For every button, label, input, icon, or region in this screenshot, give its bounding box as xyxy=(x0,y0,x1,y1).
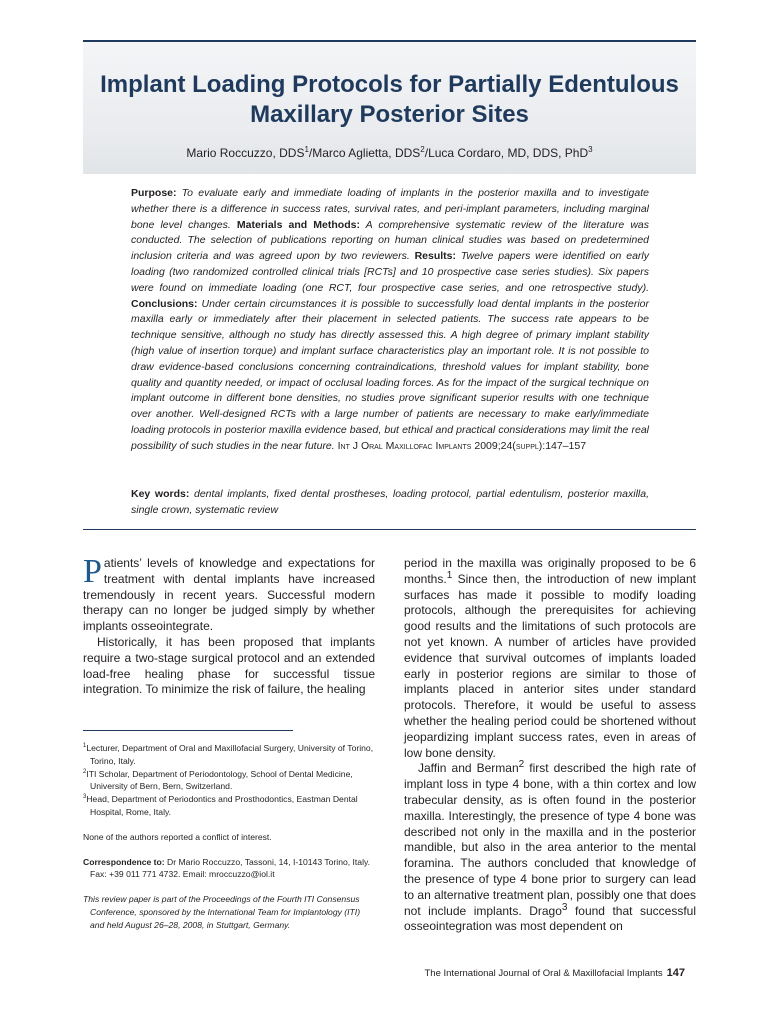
citation-journal: Int J Oral Maxillofac Implants xyxy=(337,439,472,452)
body-text: first described the high rate of implant loss in type 4 bone, with a thin cortex and low trabecular density, as is often found in the posterior maxilla. Interestingly, the presence of type 4 bone was described not only in the maxilla and in the posterior mandible, but also in the area anterior to the mental foramina. The authors concluded that knowledge of the presence of type 4 bone prior to surgery can lead to an alternative treatment plan, possibly one that does not include implants. Drago xyxy=(404,761,697,918)
body-paragraph: Historically, it has been proposed that implants require a two-stage surgical protocol and an extended load-free healing phase for successful tissue integration. To minimize the risk of failure, the healing xyxy=(83,634,375,697)
author-2-sup: 2 xyxy=(420,145,425,154)
citation-pages: ):147–157 xyxy=(538,439,587,452)
abstract-conclusions: Under certain circumstances it is possible to successfully load dental implants in the posterior maxilla early or immediately after their placement in selected patients. The success rate appears to be technique sensitive, although no study has directly assessed this. A high degree of primary implant stability (high value of insertion torque) and implant surface characteristics play an important role. It is not possible to draw evidence-based conclusions concerning contraindications, threshold values for implant stability, bone quality and quantity needed, or impact of occlusal loading forces. As for the impact of the surgical technique on implant outcome in different bone densities, no studies prove significant superior results with one technique over another. Well-designed RCTs with a large number of patients are necessary to make early/immediate loading protocols in posterior maxilla evidence based, but ethical and practical considerations may limit the real possibility of such studies in the near future. xyxy=(131,297,649,452)
proceedings-note: This review paper is part of the Proceedings of the Fourth ITI Consensus Conference, sponsored by the International Team for Implantology (ITI) and held August 26–28, 2008, in Stuttgart, Germany. xyxy=(83,894,361,930)
article-title xyxy=(83,70,696,130)
footer-journal: The International Journal of Oral & Maxillofacial Implants xyxy=(424,968,663,979)
footnote-rule xyxy=(83,730,293,731)
footnote-1-text: Lecturer, Department of Oral and Maxillofacial Surgery, University of Torino, Torino, Italy. xyxy=(86,743,374,766)
abstract-results-label: Results: xyxy=(414,250,457,263)
footnote-2 xyxy=(83,768,375,794)
footnote-1 xyxy=(83,742,375,768)
correspondence-text: Dr Mario Roccuzzo, Tassoni, 14, I-10143 Torino, Italy. Fax: +39 011 771 4732. Email: mroccuzzo@iol.it xyxy=(90,856,371,880)
page-number: 147 xyxy=(666,967,685,979)
body-paragraph xyxy=(83,553,375,635)
footnote-1-sup: 1 xyxy=(83,743,87,750)
author-1-sup: 1 xyxy=(304,145,309,154)
body-column-left xyxy=(83,553,375,698)
author-3-sup: 3 xyxy=(588,145,593,154)
abstract xyxy=(131,186,649,455)
body-text: Jaffin and Berman xyxy=(418,761,519,776)
footnote-2-text: ITI Scholar, Department of Periodontology, School of Dental Medicine, University of Bern, Bern, Switzerland. xyxy=(86,768,353,792)
running-footer xyxy=(425,967,686,979)
drop-cap: P xyxy=(83,553,102,590)
footnote-2-sup: 2 xyxy=(83,768,87,775)
body-text: period in the maxilla was originally proposed to be 6 months. xyxy=(404,556,696,586)
abstract-purpose-label: Purpose: xyxy=(131,187,177,199)
footnote-3-sup: 3 xyxy=(83,794,87,801)
title-line-2: Maxillary Posterior Sites xyxy=(250,101,529,128)
abstract-methods-label: Materials and Methods: xyxy=(236,218,360,231)
author-2: /Marco Aglietta, DDS xyxy=(308,146,421,160)
body-text: found that successful osseointegration was most dependent on xyxy=(404,903,696,934)
body-paragraph xyxy=(404,556,696,761)
body-text: atients’ levels of knowledge and expectations for treatment with dental implants have increased tremendously in recent years. Successful modern therapy can no longer be judged simply by whether implants osseointegrate. xyxy=(83,556,375,634)
citation-volume: 2009;24( xyxy=(471,439,516,452)
keywords-label: Key words: xyxy=(131,488,190,500)
citation-suppl: suppl xyxy=(515,439,539,452)
conflict-statement: None of the authors reported a conflict of interest. xyxy=(83,831,272,842)
reference-sup: 1 xyxy=(446,569,453,581)
body-text: Since then, the introduction of new implant surfaces has made it possible to modify loading protocols, although the prerequisites for achieving good results and the limitations of such protocols are not yet known. A number of articles have provided evidence that survival outcomes of implants loaded early in posterior regions are similar to those of implants placed in anterior sites under standard protocols. Therefore, it would be useful to assess whether the healing period could be shortened without jeopardizing implant success rates, even in areas of low bone density. xyxy=(404,571,696,760)
body-column-right xyxy=(404,556,696,935)
reference-sup: 3 xyxy=(561,901,568,913)
abstract-purpose: To evaluate early and immediate loading of implants in the posterior maxilla and to investigate whether there is a difference in success rates, survival rates, and peri-implant parameters, including marginal bone level changes. xyxy=(131,187,649,231)
body-paragraph xyxy=(404,761,696,935)
correspondence-label: Correspondence to: xyxy=(83,856,165,867)
reference-sup: 2 xyxy=(518,759,525,771)
footnote-3-text: Head, Department of Periodontics and Prosthodontics, Eastman Dental Hospital, Rome, Italy. xyxy=(86,794,358,817)
section-rule xyxy=(83,529,696,530)
abstract-results: Twelve papers were identified on early loading (two randomized controlled clinical trials [RCTs] and 10 prospective case series studies). Six papers were found on immediate loading (one RCT, four prospective case series, and one retrospective study). xyxy=(131,250,649,294)
abstract-methods: A comprehensive systematic review of the literature was conducted. The selection of publications reporting on human clinical studies was based on predetermined inclusion criteria and was agreed upon by two reviewers. xyxy=(131,218,650,263)
correspondence xyxy=(83,856,375,882)
title-line-1: Implant Loading Protocols for Partially Edentulous xyxy=(100,71,679,98)
abstract-conclusions-label: Conclusions: xyxy=(131,297,198,310)
keywords xyxy=(131,487,649,519)
footnote-3 xyxy=(83,793,375,819)
author-3: /Luca Cordaro, MD, DDS, PhD xyxy=(424,146,589,160)
keywords-text: dental implants, fixed dental prostheses, loading protocol, partial edentulism, posterior maxilla, single crown, systematic review xyxy=(131,488,649,516)
author-1: Mario Roccuzzo, DDS xyxy=(186,146,305,160)
author-line xyxy=(83,146,696,160)
footnotes xyxy=(83,742,375,932)
